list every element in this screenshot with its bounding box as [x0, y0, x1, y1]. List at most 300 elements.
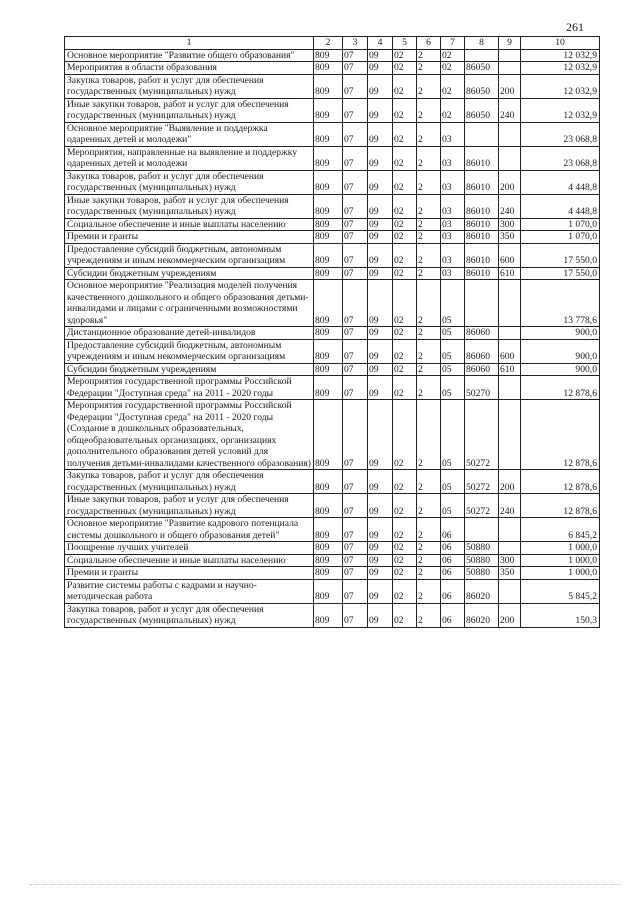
amount-cell: 1 070,0 [521, 218, 600, 231]
code-cell: 2 [417, 218, 441, 231]
code-cell: 2 [417, 470, 441, 494]
row-name: Субсидии бюджетным учреждениям [65, 363, 314, 376]
amount-cell: 12 878,6 [521, 470, 600, 494]
code-cell: 50880 [465, 554, 499, 567]
code-cell: 05 [441, 376, 465, 400]
code-cell: 600 [499, 243, 521, 267]
amount-cell: 5 845,2 [521, 579, 600, 603]
code-cell [465, 122, 499, 146]
code-cell: 86010 [465, 170, 499, 194]
row-name: Субсидии бюджетным учреждениям [65, 267, 314, 280]
code-cell: 86020 [465, 579, 499, 603]
code-cell: 09 [368, 603, 393, 627]
row-name: Иные закупки товаров, работ и услуг для обеспечения государственных (муниципальных) нужд [65, 98, 314, 122]
amount-cell: 13 778,6 [521, 280, 600, 327]
code-cell: 02 [393, 363, 417, 376]
code-cell: 09 [368, 376, 393, 400]
code-cell: 86010 [465, 146, 499, 170]
code-cell: 86010 [465, 231, 499, 244]
amount-cell: 4 448,8 [521, 170, 600, 194]
code-cell: 2 [417, 74, 441, 98]
code-cell: 02 [393, 231, 417, 244]
code-cell: 240 [499, 98, 521, 122]
code-cell: 2 [417, 49, 441, 62]
row-name: Иные закупки товаров, работ и услуг для обеспечения государственных (муниципальных) нужд [65, 194, 314, 218]
code-cell: 02 [393, 122, 417, 146]
code-cell: 09 [368, 567, 393, 580]
row-name: Предоставление субсидий бюджетным, автономным учреждениям и иным некоммерческим организациям [65, 243, 314, 267]
code-cell: 02 [393, 542, 417, 555]
code-cell: 200 [499, 170, 521, 194]
code-cell: 809 [314, 554, 343, 567]
code-cell: 350 [499, 231, 521, 244]
code-cell [499, 579, 521, 603]
code-cell: 809 [314, 122, 343, 146]
column-header: 3 [343, 37, 368, 50]
code-cell: 2 [417, 339, 441, 363]
column-header: 2 [314, 37, 343, 50]
code-cell: 2 [417, 603, 441, 627]
code-cell: 07 [343, 494, 368, 518]
code-cell: 200 [499, 603, 521, 627]
column-header: 6 [417, 37, 441, 50]
code-cell: 2 [417, 554, 441, 567]
code-cell: 02 [393, 518, 417, 542]
code-cell: 09 [368, 146, 393, 170]
table-row [65, 74, 600, 98]
table-row [65, 231, 600, 244]
code-cell: 09 [368, 470, 393, 494]
row-name: Мероприятия государственной программы Российской Федерации "Доступная среда" на 2011 - 2020 годы [65, 376, 314, 400]
code-cell: 06 [441, 603, 465, 627]
code-cell: 05 [441, 327, 465, 340]
code-cell [499, 146, 521, 170]
code-cell: 07 [343, 122, 368, 146]
code-cell: 06 [441, 542, 465, 555]
code-cell [499, 280, 521, 327]
code-cell: 07 [343, 542, 368, 555]
code-cell: 09 [368, 579, 393, 603]
code-cell [465, 518, 499, 542]
amount-cell: 12 032,9 [521, 98, 600, 122]
code-cell: 05 [441, 339, 465, 363]
code-cell: 2 [417, 567, 441, 580]
code-cell: 05 [441, 494, 465, 518]
page-number: 261 [566, 20, 584, 34]
amount-cell: 1 000,0 [521, 567, 600, 580]
code-cell: 300 [499, 554, 521, 567]
row-name: Мероприятия, направленные на выявление и поддержку одаренных детей и молодежи [65, 146, 314, 170]
code-cell: 07 [343, 327, 368, 340]
amount-cell: 12 032,9 [521, 49, 600, 62]
code-cell: 05 [441, 400, 465, 470]
code-cell: 2 [417, 231, 441, 244]
code-cell: 809 [314, 62, 343, 75]
code-cell: 809 [314, 146, 343, 170]
row-name: Социальное обеспечение и иные выплаты населению [65, 554, 314, 567]
row-name: Мероприятия государственной программы Российской Федерации "Доступная среда" на 2011 - 2020 годы (Создание в дошкольных образовательных, общеобразовательных организациях, организациях дополнительного образования детей условий для получения детьми-инвалидами качественного образования) [65, 400, 314, 470]
code-cell: 09 [368, 243, 393, 267]
code-cell: 809 [314, 267, 343, 280]
code-cell [499, 542, 521, 555]
code-cell: 07 [343, 339, 368, 363]
code-cell: 2 [417, 327, 441, 340]
code-cell [465, 280, 499, 327]
amount-cell: 900,0 [521, 363, 600, 376]
code-cell: 03 [441, 218, 465, 231]
amount-cell: 6 845,2 [521, 518, 600, 542]
amount-cell: 4 448,8 [521, 194, 600, 218]
code-cell: 09 [368, 400, 393, 470]
code-cell: 02 [393, 243, 417, 267]
code-cell: 02 [393, 400, 417, 470]
code-cell: 2 [417, 62, 441, 75]
code-cell: 02 [393, 49, 417, 62]
code-cell: 07 [343, 243, 368, 267]
code-cell [499, 49, 521, 62]
code-cell: 07 [343, 567, 368, 580]
code-cell: 240 [499, 494, 521, 518]
amount-cell: 12 878,6 [521, 494, 600, 518]
column-header: 4 [368, 37, 393, 50]
code-cell: 300 [499, 218, 521, 231]
code-cell: 86010 [465, 243, 499, 267]
code-cell: 07 [343, 554, 368, 567]
code-cell: 809 [314, 170, 343, 194]
code-cell: 09 [368, 170, 393, 194]
table-body [65, 49, 600, 627]
amount-cell: 23 068,8 [521, 122, 600, 146]
table-row [65, 400, 600, 470]
code-cell: 03 [441, 267, 465, 280]
code-cell: 09 [368, 518, 393, 542]
code-cell: 02 [441, 62, 465, 75]
code-cell: 05 [441, 363, 465, 376]
code-cell: 809 [314, 74, 343, 98]
code-cell: 50272 [465, 494, 499, 518]
column-header: 9 [499, 37, 521, 50]
code-cell: 09 [368, 363, 393, 376]
code-cell: 09 [368, 494, 393, 518]
code-cell: 86050 [465, 74, 499, 98]
code-cell: 07 [343, 146, 368, 170]
code-cell: 809 [314, 579, 343, 603]
code-cell: 07 [343, 400, 368, 470]
amount-cell: 900,0 [521, 327, 600, 340]
code-cell: 02 [393, 554, 417, 567]
row-name: Основное мероприятие "Развитие кадрового потенциала системы дошкольного и общего образования детей" [65, 518, 314, 542]
code-cell: 09 [368, 231, 393, 244]
amount-cell: 1 070,0 [521, 231, 600, 244]
code-cell: 07 [343, 376, 368, 400]
code-cell: 02 [393, 267, 417, 280]
code-cell: 06 [441, 518, 465, 542]
table-header-row [65, 37, 600, 50]
row-name: Закупка товаров, работ и услуг для обеспечения государственных (муниципальных) нужд [65, 603, 314, 627]
code-cell [499, 376, 521, 400]
code-cell: 02 [393, 603, 417, 627]
row-name: Закупка товаров, работ и услуг для обеспечения государственных (муниципальных) нужд [65, 74, 314, 98]
table-row [65, 603, 600, 627]
code-cell: 2 [417, 98, 441, 122]
code-cell: 86060 [465, 339, 499, 363]
code-cell: 2 [417, 243, 441, 267]
row-name: Основное мероприятие "Выявление и поддержка одаренных детей и молодежи" [65, 122, 314, 146]
amount-cell: 17 550,0 [521, 267, 600, 280]
code-cell: 200 [499, 470, 521, 494]
code-cell: 09 [368, 327, 393, 340]
amount-cell: 900,0 [521, 339, 600, 363]
code-cell: 02 [393, 218, 417, 231]
code-cell: 02 [393, 74, 417, 98]
code-cell: 2 [417, 376, 441, 400]
code-cell: 2 [417, 400, 441, 470]
table-row [65, 280, 600, 327]
code-cell: 610 [499, 267, 521, 280]
table-row [65, 243, 600, 267]
code-cell: 09 [368, 554, 393, 567]
table-row [65, 470, 600, 494]
table-row [65, 567, 600, 580]
code-cell: 09 [368, 218, 393, 231]
code-cell: 09 [368, 62, 393, 75]
code-cell: 07 [343, 280, 368, 327]
code-cell: 86010 [465, 267, 499, 280]
table-row [65, 339, 600, 363]
column-header: 10 [521, 37, 600, 50]
code-cell: 07 [343, 470, 368, 494]
code-cell: 2 [417, 518, 441, 542]
code-cell [499, 327, 521, 340]
code-cell: 07 [343, 218, 368, 231]
code-cell: 50270 [465, 376, 499, 400]
code-cell: 07 [343, 363, 368, 376]
code-cell: 86020 [465, 603, 499, 627]
code-cell: 02 [393, 339, 417, 363]
code-cell: 03 [441, 170, 465, 194]
code-cell: 809 [314, 542, 343, 555]
code-cell: 86010 [465, 194, 499, 218]
code-cell: 03 [441, 231, 465, 244]
code-cell: 02 [393, 146, 417, 170]
row-name: Мероприятия в области образования [65, 62, 314, 75]
row-name: Премии и гранты [65, 567, 314, 580]
amount-cell: 12 878,6 [521, 400, 600, 470]
code-cell: 809 [314, 194, 343, 218]
table-row [65, 542, 600, 555]
code-cell: 50272 [465, 400, 499, 470]
code-cell [499, 518, 521, 542]
code-cell: 07 [343, 49, 368, 62]
code-cell: 05 [441, 470, 465, 494]
code-cell: 09 [368, 194, 393, 218]
code-cell: 809 [314, 327, 343, 340]
code-cell: 809 [314, 494, 343, 518]
row-name: Премии и гранты [65, 231, 314, 244]
code-cell: 809 [314, 280, 343, 327]
code-cell: 03 [441, 146, 465, 170]
code-cell: 09 [368, 49, 393, 62]
code-cell: 07 [343, 194, 368, 218]
code-cell: 02 [393, 579, 417, 603]
code-cell: 06 [441, 567, 465, 580]
code-cell: 05 [441, 280, 465, 327]
row-name: Закупка товаров, работ и услуг для обеспечения государственных (муниципальных) нужд [65, 170, 314, 194]
row-name: Закупка товаров, работ и услуг для обеспечения государственных (муниципальных) нужд [65, 470, 314, 494]
code-cell: 02 [393, 194, 417, 218]
row-name: Социальное обеспечение и иные выплаты населению [65, 218, 314, 231]
table-row [65, 518, 600, 542]
code-cell: 50272 [465, 470, 499, 494]
table-row [65, 49, 600, 62]
code-cell: 03 [441, 122, 465, 146]
code-cell: 07 [343, 62, 368, 75]
code-cell: 02 [393, 170, 417, 194]
row-name: Основное мероприятие "Реализация моделей получения качественного дошкольного и общего образования детьми-инвалидами и лицами с ограниченными возможностями здоровья" [65, 280, 314, 327]
amount-cell: 1 000,0 [521, 554, 600, 567]
table-row [65, 98, 600, 122]
code-cell: 86060 [465, 363, 499, 376]
code-cell: 809 [314, 231, 343, 244]
code-cell: 2 [417, 579, 441, 603]
code-cell: 200 [499, 74, 521, 98]
code-cell: 07 [343, 170, 368, 194]
code-cell: 50880 [465, 567, 499, 580]
code-cell: 86050 [465, 62, 499, 75]
table-row [65, 194, 600, 218]
code-cell [499, 122, 521, 146]
code-cell: 2 [417, 170, 441, 194]
code-cell: 02 [393, 62, 417, 75]
code-cell: 86060 [465, 327, 499, 340]
code-cell: 02 [441, 74, 465, 98]
code-cell: 07 [343, 98, 368, 122]
code-cell: 07 [343, 579, 368, 603]
table-row [65, 122, 600, 146]
row-name: Дистанционное образование детей-инвалидов [65, 327, 314, 340]
code-cell: 2 [417, 267, 441, 280]
code-cell: 809 [314, 218, 343, 231]
code-cell: 809 [314, 49, 343, 62]
code-cell: 02 [441, 98, 465, 122]
code-cell: 02 [441, 49, 465, 62]
code-cell: 350 [499, 567, 521, 580]
code-cell: 86050 [465, 98, 499, 122]
code-cell: 600 [499, 339, 521, 363]
code-cell: 09 [368, 98, 393, 122]
code-cell: 02 [393, 567, 417, 580]
row-name: Иные закупки товаров, работ и услуг для обеспечения государственных (муниципальных) нужд [65, 494, 314, 518]
code-cell: 09 [368, 267, 393, 280]
code-cell: 2 [417, 494, 441, 518]
amount-cell: 12 032,9 [521, 74, 600, 98]
code-cell: 02 [393, 327, 417, 340]
code-cell: 2 [417, 146, 441, 170]
column-header: 5 [393, 37, 417, 50]
code-cell: 07 [343, 518, 368, 542]
row-name: Основное мероприятие "Развитие общего образования" [65, 49, 314, 62]
code-cell: 809 [314, 603, 343, 627]
code-cell: 809 [314, 98, 343, 122]
code-cell: 2 [417, 542, 441, 555]
code-cell: 2 [417, 363, 441, 376]
table-row [65, 494, 600, 518]
code-cell: 06 [441, 554, 465, 567]
table-row [65, 146, 600, 170]
code-cell: 09 [368, 339, 393, 363]
row-name: Предоставление субсидий бюджетным, автономным учреждениям и иным некоммерческим организациям [65, 339, 314, 363]
code-cell: 07 [343, 231, 368, 244]
table-row [65, 363, 600, 376]
code-cell: 2 [417, 122, 441, 146]
amount-cell: 12 032,9 [521, 62, 600, 75]
code-cell [499, 400, 521, 470]
amount-cell: 1 000,0 [521, 542, 600, 555]
table-row [65, 62, 600, 75]
code-cell: 03 [441, 194, 465, 218]
amount-cell: 150,3 [521, 603, 600, 627]
code-cell: 809 [314, 567, 343, 580]
code-cell: 02 [393, 280, 417, 327]
code-cell: 07 [343, 603, 368, 627]
code-cell: 809 [314, 470, 343, 494]
code-cell: 809 [314, 376, 343, 400]
table-row [65, 376, 600, 400]
code-cell: 06 [441, 579, 465, 603]
row-name: Развитие системы работы с кадрами и научно-методическая работа [65, 579, 314, 603]
table-row [65, 267, 600, 280]
code-cell: 02 [393, 98, 417, 122]
code-cell: 809 [314, 518, 343, 542]
code-cell: 809 [314, 243, 343, 267]
code-cell: 09 [368, 542, 393, 555]
table-row [65, 218, 600, 231]
amount-cell: 17 550,0 [521, 243, 600, 267]
code-cell [499, 62, 521, 75]
column-header: 8 [465, 37, 499, 50]
column-header: 7 [441, 37, 465, 50]
code-cell: 809 [314, 339, 343, 363]
code-cell: 09 [368, 280, 393, 327]
code-cell: 2 [417, 194, 441, 218]
code-cell: 86010 [465, 218, 499, 231]
scan-artifact-divider [30, 884, 620, 885]
budget-table [64, 36, 600, 628]
code-cell: 240 [499, 194, 521, 218]
code-cell: 07 [343, 74, 368, 98]
code-cell: 50880 [465, 542, 499, 555]
amount-cell: 23 068,8 [521, 146, 600, 170]
code-cell: 02 [393, 376, 417, 400]
code-cell [465, 49, 499, 62]
code-cell: 02 [393, 494, 417, 518]
table-row [65, 554, 600, 567]
table-row [65, 579, 600, 603]
column-header: 1 [65, 37, 314, 50]
code-cell: 02 [393, 470, 417, 494]
code-cell: 09 [368, 122, 393, 146]
row-name: Поощрение лучших учителей [65, 542, 314, 555]
code-cell: 07 [343, 267, 368, 280]
code-cell: 809 [314, 400, 343, 470]
table-row [65, 327, 600, 340]
amount-cell: 12 878,6 [521, 376, 600, 400]
code-cell: 2 [417, 280, 441, 327]
code-cell: 09 [368, 74, 393, 98]
code-cell: 809 [314, 363, 343, 376]
code-cell: 610 [499, 363, 521, 376]
code-cell: 03 [441, 243, 465, 267]
